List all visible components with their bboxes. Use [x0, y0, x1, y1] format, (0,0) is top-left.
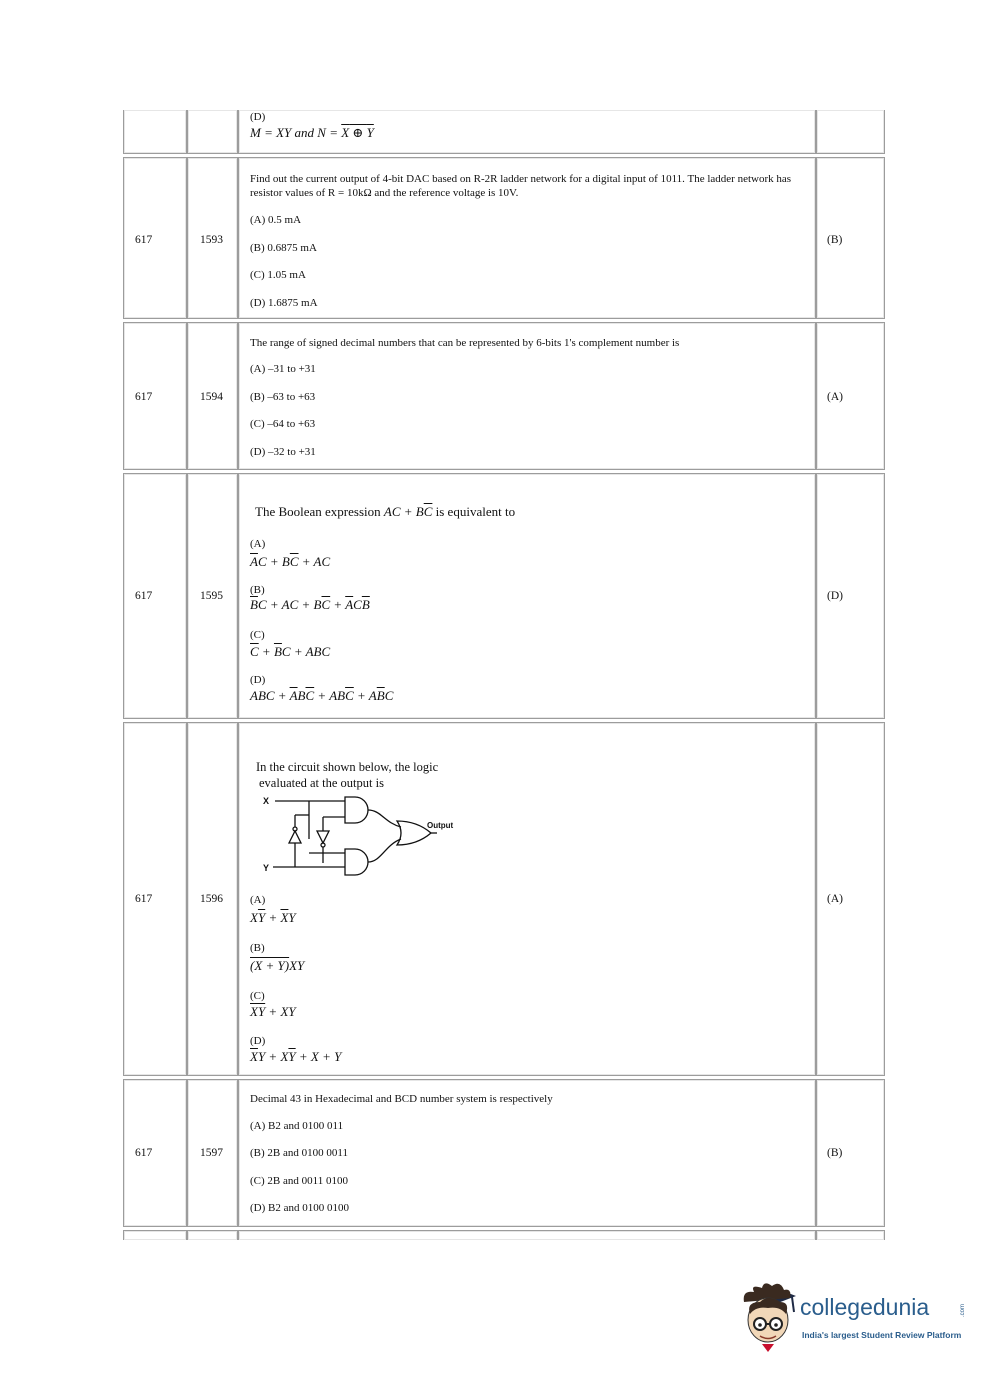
option-d: (D) –32 to +31	[250, 446, 316, 458]
option-c-label: (C)	[250, 990, 265, 1002]
option-c: (C) –64 to +63	[250, 418, 316, 430]
option-d: (D) B2 and 0100 0100	[250, 1202, 349, 1214]
option-d-label: (D)	[250, 674, 266, 686]
qno-cell	[187, 322, 238, 470]
circuit-output-label: Output	[427, 821, 454, 830]
col1-value: 617	[135, 590, 153, 602]
answer-cell	[816, 1079, 885, 1227]
col1-value: 617	[135, 1147, 153, 1159]
logic-circuit-diagram	[261, 793, 461, 879]
option-c: (C) 1.05 mA	[250, 269, 306, 281]
option-c-expression: $\overline{C} + \overline{B}C$ + ABC	[250, 644, 331, 659]
option-b-expression: (X + Y)XY	[250, 958, 305, 973]
col1-value: 617	[135, 234, 153, 246]
answer-cell	[816, 473, 885, 719]
option-d-expression: $\overline{X}Y + X\overline{Y} + X + Y$	[250, 1049, 342, 1064]
col1-value: 617	[135, 893, 153, 905]
option-c: (C) 2B and 0011 0100	[250, 1175, 348, 1187]
question-cell	[238, 1079, 816, 1227]
option-c-label: (C)	[250, 629, 265, 641]
collegedunia-logo	[740, 1280, 980, 1360]
question-number: 1593	[200, 234, 223, 246]
option-b: (B) 0.6875 mA	[250, 242, 317, 254]
qno-cell	[187, 1230, 238, 1240]
option-label: (D)	[250, 111, 266, 123]
option-c-expression: $\overline{XY}$ + XY	[250, 1004, 296, 1019]
qno-cell	[187, 1079, 238, 1227]
col1-cell	[123, 473, 187, 719]
answer-cell	[816, 322, 885, 470]
col1-cell	[123, 722, 187, 1076]
question-cell	[238, 110, 816, 154]
option-b-expression: $\overline{B}C$ + AC + $B\overline{C} + \overline{A}C\overline{B}$	[250, 597, 370, 612]
answer-cell	[816, 1230, 885, 1240]
question-number: 1595	[200, 590, 223, 602]
option-a-expression: $X\overline{Y} + \overline{X}Y$	[250, 910, 296, 925]
answer-cell	[816, 110, 885, 154]
option-b-label: (B)	[250, 584, 265, 596]
question-cell	[238, 1230, 816, 1240]
mascot-icon	[740, 1280, 802, 1358]
option-b-label: (B)	[250, 942, 265, 954]
logo-suffix: .com	[960, 1304, 966, 1318]
question-text-line2: evaluated at the output is	[259, 776, 384, 790]
question-cell	[238, 722, 816, 1076]
option-a: (A) 0.5 mA	[250, 214, 302, 226]
question-text: Decimal 43 in Hexadecimal and BCD number system is respectively	[250, 1093, 553, 1105]
question-cell	[238, 322, 816, 470]
question-cell	[238, 157, 816, 319]
circuit-x-label: X	[263, 796, 270, 806]
answer-value: (A)	[827, 391, 843, 403]
question-text-line1: In the circuit shown below, the logic	[256, 760, 439, 774]
option-a-expression: $\overline{A}C + B\overline{C}$ + AC	[250, 554, 331, 569]
question-cell	[238, 473, 816, 719]
circuit-y-label: Y	[263, 863, 270, 873]
question-number: 1596	[200, 893, 223, 905]
option-a: (A) –31 to +31	[250, 363, 316, 375]
col1-value: 617	[135, 391, 153, 403]
option-b: (B) 2B and 0100 0011	[250, 1147, 348, 1159]
col1-cell	[123, 110, 187, 154]
option-a-label: (A)	[250, 538, 266, 550]
option-a-label: (A)	[250, 894, 266, 906]
option-d-expression: ABC + $\overline{A}B\overline{C} + AB\overline{C} + A\overline{B}C$	[250, 688, 394, 703]
table-row	[123, 322, 885, 470]
qno-cell	[187, 157, 238, 319]
question-text: The Boolean expression AC + $B\overline{C}$ is equivalent to	[255, 504, 516, 519]
option-d: (D) 1.6875 mA	[250, 297, 318, 309]
logo-name: collegedunia	[800, 1294, 930, 1320]
table-row	[123, 110, 885, 154]
answer-cell	[816, 722, 885, 1076]
answer-value: (D)	[827, 590, 843, 602]
qno-cell	[187, 110, 238, 154]
option-a: (A) B2 and 0100 011	[250, 1120, 344, 1132]
question-number: 1594	[200, 391, 223, 403]
answer-value: (B)	[827, 1147, 843, 1159]
question-number: 1597	[200, 1147, 223, 1159]
table-row	[123, 1079, 885, 1227]
answer-cell	[816, 157, 885, 319]
col1-cell	[123, 1230, 187, 1240]
question-table	[123, 110, 885, 1240]
option-b: (B) –63 to +63	[250, 391, 316, 403]
question-text: The range of signed decimal numbers that can be represented by 6-bits 1's complement number is	[250, 337, 680, 349]
table-row	[123, 1230, 885, 1240]
answer-value: (A)	[827, 893, 843, 905]
answer-value: (B)	[827, 234, 843, 246]
table-row	[123, 722, 885, 1076]
option-expression: M = XY and $N = \overline{X}$ ⊕ $\overline{Y}$	[250, 125, 374, 140]
question-text: Find out the current output of 4-bit DAC based on R-2R ladder network for a digital input of 1011. The ladder network has resistor values of R = 10kΩ and the reference voltage is 10V.	[250, 173, 792, 199]
option-d-label: (D)	[250, 1035, 266, 1047]
col1-cell	[123, 322, 187, 470]
qno-cell	[187, 473, 238, 719]
table-row	[123, 157, 885, 319]
qno-cell	[187, 722, 238, 1076]
table-row	[123, 473, 885, 719]
col1-cell	[123, 1079, 187, 1227]
logo-tagline: India's largest Student Review Platform	[802, 1330, 962, 1340]
col1-cell	[123, 157, 187, 319]
